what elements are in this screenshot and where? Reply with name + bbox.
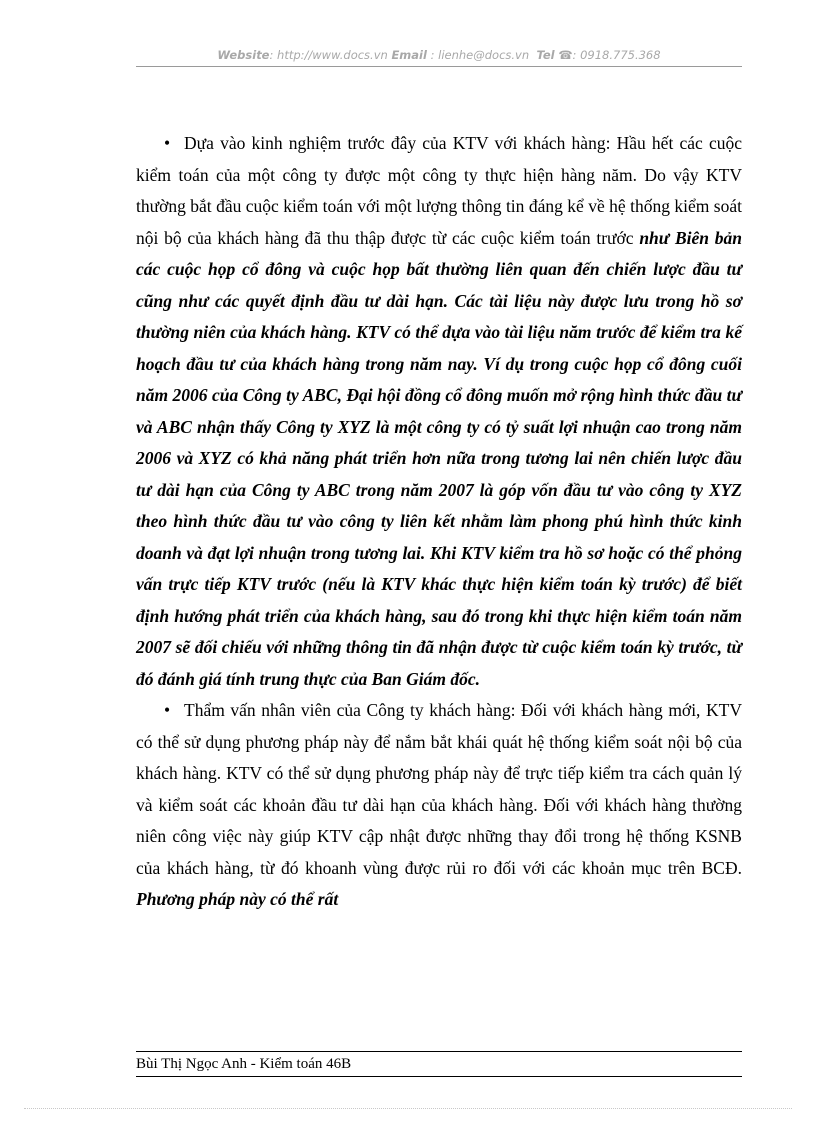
email-address[interactable]: : lienhe@docs.vn — [426, 48, 530, 62]
paragraph-1-emphasis: như Biên bản các cuộc họp cổ đông và cuộc họp bất thường liên quan đến chiến lược đầu tư cũng như các quyết định đầu tư dài hạn. Các tài liệu này được lưu trong hồ sơ thường niên của khách hàng. KTV có thể dựa vào tài liệu năm trước để kiểm tra kế hoạch đầu tư của khách hàng trong năm nay. Ví dụ trong cuộc họp cổ đông cuối năm 2006 của Công ty ABC, Đại hội đồng cổ đông muốn mở rộng hình thức đầu tư và ABC nhận thấy Công ty XYZ là một công ty có tỷ suất lợi nhuận cao trong năm 2006 và XYZ có khả năng phát triển hơn nữa trong tương lai nên chiến lược đầu tư dài hạn của Công ty ABC trong năm 2007 là góp vốn đầu tư vào công ty XYZ theo hình thức đầu tư vào công ty liên kết nhằm làm phong phú hình thức kinh doanh và đạt lợi nhuận trong tương lai. Khi KTV kiểm tra hồ sơ hoặc có thể phỏng vấn trực tiếp KTV trước (nếu là KTV khác thực hiện kiểm toán kỳ trước) để biết định hướng phát triển của khách hàng, sau đó trong khi thực hiện kiểm toán năm 2007 sẽ đối chiếu với những thông tin đã nhận được từ cuộc kiểm toán kỳ trước, từ đó đánh giá tính trung thực của Ban Giám đốc. — [136, 227, 743, 689]
website-url[interactable]: : http://www.docs.vn — [269, 48, 388, 62]
paragraph-2-emphasis: Phương pháp này có thể rất — [136, 889, 339, 909]
bullet-2: • — [164, 700, 171, 720]
footer-author: Bùi Thị Ngọc Anh - Kiểm toán 46B — [136, 1056, 352, 1072]
bullet-1: • — [164, 133, 171, 153]
email-label: Email — [391, 48, 427, 62]
paragraph-1 — [136, 128, 742, 695]
page-footer — [136, 1051, 742, 1077]
tel-number: : 0918.775.368 — [572, 48, 661, 62]
paragraph-1-text: Dựa vào kinh nghiệm trước đây của KTV với khách hàng: Hầu hết các cuộc kiểm toán của một công ty được một công ty thực hiện hàng năm. Do vậy KTV thường bắt đầu cuộc kiểm toán với một lượng thông tin đáng kể về hệ thống kiểm soát nội bộ của khách hàng đã thu thập được từ các cuộc kiểm toán trước — [136, 133, 742, 248]
document-body — [136, 128, 742, 916]
paragraph-2 — [136, 695, 742, 916]
phone-icon: ☎ — [558, 48, 573, 62]
tel-label: Tel — [536, 48, 555, 62]
website-label: Website — [217, 48, 270, 62]
paragraph-2-text: Thẩm vấn nhân viên của Công ty khách hàng: Đối với khách hàng mới, KTV có thể sử dụng phương pháp này để nắm bắt khái quát hệ thống kiểm soát nội bộ của khách hàng. KTV có thể sử dụng phương pháp này để trực tiếp kiểm tra cách quản lý và kiểm soát các khoản đầu tư dài hạn của khách hàng. Đối với khách hàng thường niên công việc này giúp KTV cập nhật được những thay đổi trong hệ thống KSNB của khách hàng, từ đó khoanh vùng được rủi ro đối với các khoản mục trên BCĐ. — [136, 700, 742, 878]
page-header — [136, 44, 742, 67]
page-break-divider — [24, 1108, 792, 1109]
